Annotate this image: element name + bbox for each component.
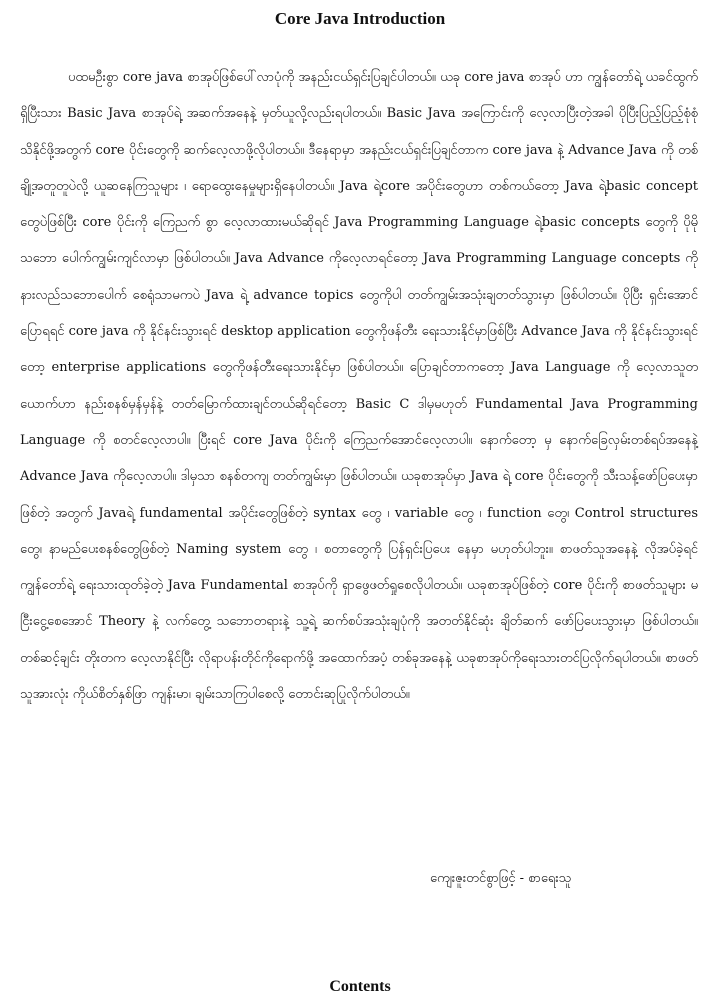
introduction-paragraph: ပထမဦးစွာ core java စာအုပ်ဖြစ်ပေါ်လာပုံကို အနည်းငယ်ရှင်းပြချင်ပါတယ်။ ယခု core java စာအုပ် ဟာ ကျွန်တော်ရဲ့ ယခင်ထွက်ရှိပြီးသား Basic Java စာအုပ်ရဲ့ အဆက်အနေနဲ့ မှတ်ယူလို့လည်းရပါတယ်။ Basic Java အကြောင်းကို လေ့လာပြီးတဲ့အခါ ပိုပြီးပြည့်ပြည့်စုံစုံ သိနိုင်ဖို့အတွက် core ပိုင်းတွေကို ဆက်လေ့လာဖို့လိုပါတယ်။ ဒီနေရာမှာ အနည်းငယ်ရှင်းပြချင်တာက core java နဲ့ Advance Java ကို တစ်ချို့အတူတူပဲလို့ ယူဆနေကြသူများ ၊ ရောထွေးနေမှုများရှိနေပါတယ်။ Java ရဲ့core အပိုင်းတွေဟာ တစ်ကယ်တော့ Java ရဲ့basic concept တွေပဲဖြစ်ပြီး core ပိုင်းကို ကြေညက် စွာ လေ့လာထားမယ်ဆိုရင် Java Programming Language ရဲ့basic concepts တွေကို ပိုမိုသဘော ပေါက်ကျွမ်းကျင်လာမှာ ဖြစ်ပါတယ်။ Java Advance ကိုလေ့လာရင်တော့ Java Programming Language concepts ကို နားလည်သဘောပေါက် စေရုံသာမကပဲ Java ရဲ့ advance topics တွေကိုပါ တတ်ကျွမ်းအသုံးချတတ်သွားမှာ ဖြစ်ပါတယ်။ ပိုပြီး ရှင်းအောင်ပြောရရင် core java ကို နိုင်နင်းသွားရင် desktop application တွေကိုဖန်တီး ရေးသားနိုင်မှာဖြစ်ပြီး Advance Java ကို နိုင်နင်းသွားရင်တော့ enterprise applications တွေကိုဖန်တီးရေးသားနိုင်မှာ ဖြစ်ပါတယ်။ ပြောချင်တာကတော့ Java Language ကို လေ့လာသူတယောက်ဟာ နည်းစနစ်မှန်မှန်နဲ့ တတ်မြောက်ထားချင်တယ်ဆိုရင်တော့ Basic C ဒါမှမဟုတ် Fundamental Java Programming Language ကို စတင်လေ့လာပါ။ ပြီးရင် core Java ပိုင်းကို ကြေညက်အောင်လေ့လာပါ။ နောက်တော့ မှ နောက်ခြေလှမ်းတစ်ရပ်အနေနဲ့ Advance Java ကိုလေ့လာပါ။ ဒါမှသာ စနစ်တကျ တတ်ကျွမ်းမှာ ဖြစ်ပါတယ်။ ယခုစာအုပ်မှာ Java ရဲ့ core ပိုင်းတွေကို သီးသန့်ဖော်ပြပေးမှာ ဖြစ်တဲ့ အတွက် Javaရဲ့ fundamental အပိုင်းတွေဖြစ်တဲ့ syntax တွေ ၊ variable တွေ ၊ function တွေ၊ Control structures တွေ၊ နာမည်ပေးစနစ်တွေဖြစ်တဲ့ Naming system တွေ ၊ စတာတွေကို ပြန်ရှင်းပြပေး နေမှာ မဟုတ်ပါဘူး။ စာဖတ်သူအနေနဲ့ လိုအပ်ခဲ့ရင် ကျွန်တော်ရဲ့ ရေးသားထုတ်ခဲ့တဲ့ Java Fundamental စာအုပ်ကို ရှာဖွေဖတ်ရှုစေလိုပါတယ်။ ယခုစာအုပ်ဖြစ်တဲ့ core ပိုင်းကို စာဖတ်သူများ မငြီးငွေ့စေအောင် Theory နဲ့ လက်တွေ့ သဘောတရားနဲ့ သူ့ရဲ့ ဆက်စပ်အသုံးချပုံကို အတတ်နိုင်ဆုံး ချိတ်ဆက် ဖော်ပြပေးသွားမှာ ဖြစ်ပါတယ်။ တစ်ဆင့်ချင်း တိုးတက လေ့လာနိုင်ပြီး လိုရာပန်းတိုင်ကိုရောက်ဖို့ အထောက်အပံ့ တစ်ခုအနေနဲ့ ယခုစာအုပ်ကိုရေးသားတင်ပြလိုက်ရပါတယ်။ စာဖတ်သူအားလုံး ကိုယ်စိတ်နှစ်ဖြာ ကျန်းမာ၊ ချမ်းသာကြပါစေလို့ တောင်းဆုပြုလိုက်ပါတယ်။ [20,70,698,703]
page-title: Core Java Introduction [274,9,446,28]
contents-heading: Contents [329,978,391,995]
author-signature-line: ကျေးဇူးတင်စွာဖြင့် - စာရေးသူ [430,871,572,886]
